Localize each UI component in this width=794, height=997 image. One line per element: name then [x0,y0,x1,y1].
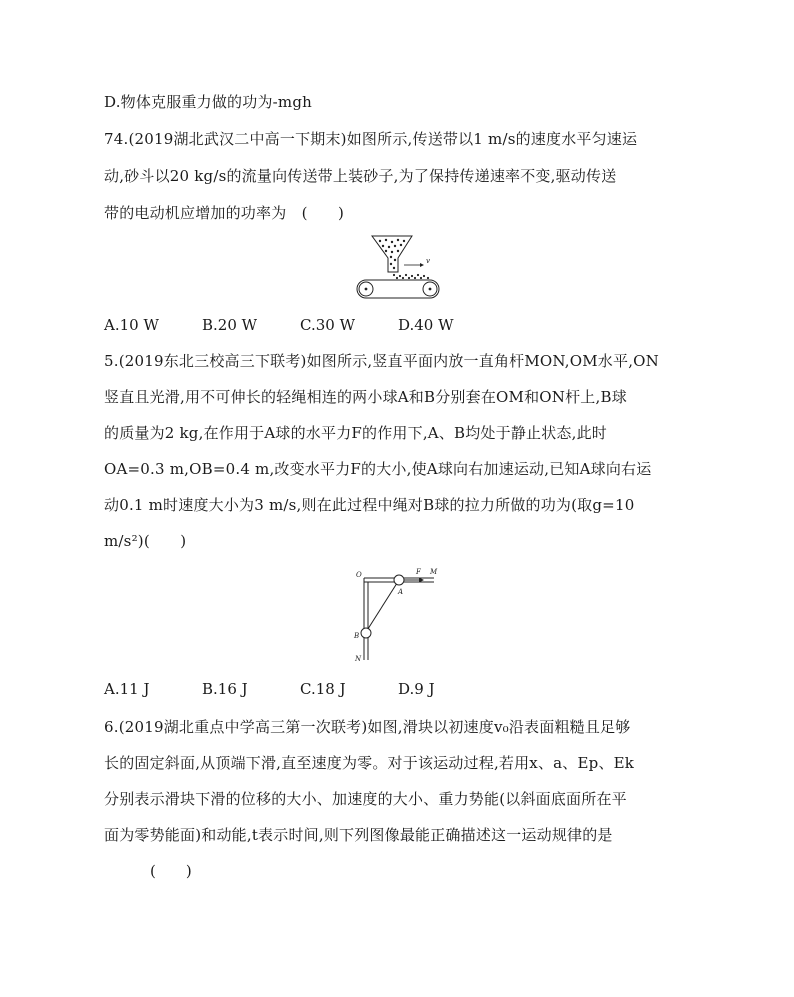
option-d: D.9 J [398,680,435,698]
text-line: 动0.1 m时速度大小为3 m/s,则在此过程中绳对B球的拉力所做的功为(取g=10 [104,496,635,514]
option-a: A.10 W [104,316,159,334]
text-line: 竖直且光滑,用不可伸长的轻绳相连的两小球A和B分别套在OM和ON杆上,B球 [104,388,627,406]
label-o: O [356,571,362,579]
ball-a [394,575,404,585]
label-m: M [430,568,438,576]
text-line: 长的固定斜面,从顶端下滑,直至速度为零。对于该运动过程,若用x、a、Ep、Ek [104,754,635,772]
conveyor-belt [357,280,439,298]
q5-options [104,678,435,700]
label-a: A [398,588,404,596]
text-line: 分别表示滑块下滑的位移的大小、加速度的大小、重力势能(以斜面底面所在平 [104,790,627,808]
text-line: 5.(2019东北三校高三下联考)如图所示,竖直平面内放一直角杆MON,OM水平,ON [104,352,659,370]
text-line: 动,砂斗以20 kg/s的流量向传送带上装砂子,为了保持传递速率不变,驱动传送 [104,167,617,185]
sand-hopper [372,236,412,272]
option-d: D.40 W [398,316,454,334]
velocity-arrow [404,257,430,267]
text-line: D.物体克服重力做的功为-mgh [104,93,313,111]
v-label: v [426,257,430,265]
label-b: B [354,632,360,640]
right-angle-rod-figure [350,566,440,666]
text-line: 74.(2019湖北武汉二中高一下期末)如图所示,传送带以1 m/s的速度水平匀速运 [104,130,638,148]
sand-on-belt [393,274,429,279]
option-a: A.11 J [104,680,150,698]
text-line: 带的电动机应增加的功率为 ( ) [104,204,345,222]
option-b: B.16 J [202,680,248,698]
option-c: C.30 W [300,316,355,334]
conveyor-belt-figure [350,232,440,302]
label-f: F [416,568,421,576]
rope [366,580,399,632]
ball-b [361,628,371,638]
text-line: 6.(2019湖北重点中学高三第一次联考)如图,滑块以初速度v₀沿表面粗糙且足够 [104,718,631,736]
text-line: OA=0.3 m,OB=0.4 m,改变水平力F的大小,使A球向右加速运动,已知A球向右运 [104,460,652,478]
text-line: 面为零势能面)和动能,t表示时间,则下列图像最能正确描述这一运动规律的是 [104,826,613,844]
text-line: m/s²)( ) [104,532,187,550]
answer-paren: ( ) [150,862,192,880]
option-b: B.20 W [202,316,258,334]
text-line: 的质量为2 kg,在作用于A球的水平力F的作用下,A、B均处于静止状态,此时 [104,424,608,442]
q74-options [104,314,454,336]
option-c: C.18 J [300,680,346,698]
label-n: N [355,655,362,663]
